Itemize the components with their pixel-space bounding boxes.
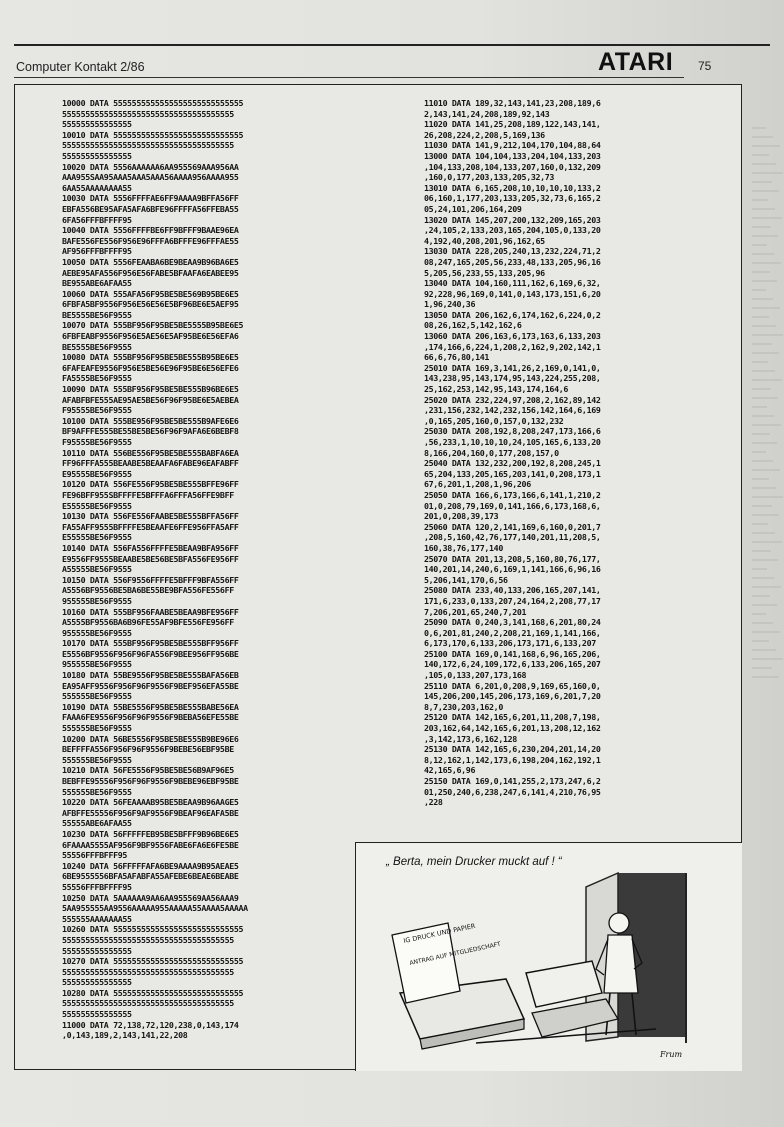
- listing-line: 92,228,96,169,0,141,0,143,173,151,6,20: [424, 288, 601, 299]
- listing-line: FA55AFF9555BFFFFE5BEAAFE6FFE956FFA5AFF: [62, 521, 239, 532]
- listing-line: 5555555555555555555555555555555555555: [62, 934, 234, 945]
- listing-line: 05,24,101,206,164,209: [424, 203, 522, 214]
- listing-line: 10010 DATA 5555555555555555555555555555: [62, 129, 244, 140]
- listing-line: ,0,165,205,160,0,157,0,132,232: [424, 415, 564, 426]
- publication-title: Computer Kontakt 2/86: [16, 60, 145, 74]
- listing-line: 10040 DATA 5556FFFFBE6FF9BFFF9BAAE96EA: [62, 225, 239, 236]
- person-head: [609, 913, 629, 933]
- listing-line: BAFE556FE556F956E96FFFA6BFFFE96FFFAE55: [62, 235, 239, 246]
- listing-line: BE5555BE56F9555: [62, 309, 132, 320]
- listing-line: 10080 DATA 555BF956F95BE5BE555B95BE6E5: [62, 352, 239, 363]
- listing-line: 2,143,141,24,208,189,92,143: [424, 108, 550, 119]
- listing-line: 8,12,162,1,142,173,6,198,204,162,192,1: [424, 754, 601, 765]
- listing-line: 10200 DATA 56BE5556F95BE5BE555B9BE96E6: [62, 733, 239, 744]
- listing-line: 555555BE56F9555: [62, 754, 132, 765]
- listing-line: 11020 DATA 141,25,208,189,122,143,141,: [424, 119, 601, 130]
- listing-line: ,105,0,133,207,173,168: [424, 670, 527, 681]
- listing-line: 140,201,14,240,6,169,1,141,166,6,96,16: [424, 564, 601, 575]
- listing-line: 955555BE56F9555: [62, 659, 132, 670]
- listing-line: 10020 DATA 5556AAAAAA6AA955569AAA956AA: [62, 161, 239, 172]
- listing-line: 6FAAAA5555AF956F9BF9556FABE6FA6E6FE5BE: [62, 839, 239, 850]
- listing-line: 555555555555555: [62, 119, 132, 130]
- listing-line: ,174,166,6,224,1,208,2,162,9,202,142,1: [424, 341, 601, 352]
- listing-line: 10060 DATA 555AFA56F95BE5BE569B95BE6E5: [62, 288, 239, 299]
- listing-line: 5,206,141,170,6,56: [424, 574, 508, 585]
- listing-line: 13010 DATA 6,165,208,10,10,10,10,133,2: [424, 182, 601, 193]
- page-number: 75: [698, 59, 712, 73]
- listing-line: 6FA56FFFBFFFF95: [62, 214, 132, 225]
- listing-line: 6FBFEABF9556F956E5AE56E5AF95BE6E56EFA6: [62, 331, 239, 342]
- header-underline: [14, 77, 684, 78]
- listing-line: 955555BE56F9555: [62, 627, 132, 638]
- listing-line: ,3,142,173,6,162,128: [424, 733, 517, 744]
- listing-line: ,0,143,189,2,143,141,22,208: [62, 1030, 188, 1041]
- listing-line: A5556BF9556BE5BA6BE55BE9BFA556FE556FF: [62, 585, 234, 596]
- listing-line: 55555ABE6AFAA55: [62, 818, 132, 829]
- listing-line: 8,166,204,160,0,177,208,157,0: [424, 447, 559, 458]
- listing-line: 25050 DATA 166,6,173,166,6,141,1,210,2: [424, 489, 601, 500]
- brand-title: ATARI: [598, 48, 674, 76]
- listing-line: BEBFFE95556F956F96F9556F9BEBE96EBF95BE: [62, 776, 239, 786]
- listing-line: E5556BF9556F956F96FA556F9BEE956FF956BE: [62, 648, 239, 659]
- listing-line: FA5555BE56F9555: [62, 373, 132, 384]
- listing-line: E55555BE56F9555: [62, 500, 132, 511]
- bleed-through-margin: [748, 120, 784, 1080]
- listing-line: F95555BE56F9555: [62, 437, 132, 447]
- listing-line: 10000 DATA 5555555555555555555555555555: [62, 98, 244, 108]
- listing-line: BF9AFFFE555BE55BE5BE56F96F9AFA6E6BEBF8: [62, 426, 239, 437]
- listing-line: 555555AAAAAAA55: [62, 913, 132, 924]
- listing-line: FE96BFF955SBFFFFE5BFFFA6FFFA56FFE9BFF: [62, 489, 234, 500]
- listing-line: 25120 DATA 142,165,6,201,11,208,7,198,: [424, 712, 601, 723]
- listing-line: FAAA6FE9556F956F96F9556F9BEBA56EFE55BE: [62, 712, 239, 723]
- listing-line: 13050 DATA 206,162,6,174,162,6,224,0,2: [424, 309, 601, 320]
- listing-line: 10260 DATA 5555555555555555555555555555: [62, 924, 244, 935]
- listing-line: 143,238,95,143,174,95,143,224,255,208,: [424, 373, 601, 384]
- listing-line: 10190 DATA 55BE5556F95BE5BE555BABE56EA: [62, 701, 239, 712]
- listing-line: 5555555555555555555555555555555555555: [62, 108, 234, 119]
- listing-right-column: [424, 98, 724, 808]
- listing-line: 145,206,200,145,206,173,169,6,201,7,20: [424, 691, 601, 702]
- listing-line: 10030 DATA 5556FFFFAE6FF9AAAA9BFFA56FF: [62, 193, 239, 204]
- listing-line: 203,162,64,142,165,6,201,13,208,12,162: [424, 723, 601, 734]
- listing-line: 5555555555555555555555555555555555555: [62, 966, 234, 977]
- listing-line: 66,6,76,80,141: [424, 352, 490, 363]
- listing-line: ,160,0,177,203,133,205,32,73: [424, 172, 555, 183]
- listing-line: 25060 DATA 120,2,141,169,6,160,0,201,7: [424, 521, 601, 532]
- listing-line: 6BE9555556BFA5AFABFA55AFEBE6BEAE6BEABE: [62, 871, 239, 882]
- listing-line: 1,96,240,36: [424, 299, 476, 310]
- listing-line: 6AA55AAAAAAAA55: [62, 182, 132, 193]
- listing-line: 555555BE56F9555: [62, 691, 132, 702]
- listing-line: 25010 DATA 169,3,141,26,2,169,0,141,0,: [424, 362, 601, 373]
- listing-line: 10170 DATA 555BF956F95BE5BE555BFF956FF: [62, 638, 239, 649]
- listing-line: 10160 DATA 555BF956FAABE5BEAA9BFE956FF: [62, 606, 239, 617]
- listing-line: 25030 DATA 208,192,8,208,247,173,166,6: [424, 426, 601, 437]
- listing-line: 06,160,1,177,203,133,205,32,73,6,165,2: [424, 193, 601, 204]
- listing-line: 08,247,165,205,56,233,48,133,205,96,16: [424, 256, 601, 267]
- listing-line: 25020 DATA 232,224,97,208,2,162,89,142: [424, 394, 601, 405]
- listing-line: 25,162,253,142,95,143,174,164,6: [424, 384, 568, 395]
- listing-line: 25070 DATA 201,13,208,5,160,80,76,177,: [424, 553, 601, 564]
- listing-line: ,228: [424, 797, 443, 808]
- listing-line: 13060 DATA 206,163,6,173,163,6,133,203: [424, 331, 601, 342]
- cartoon-caption: „ Berta, mein Drucker muckt auf ! “: [386, 856, 562, 868]
- listing-line: 0,6,201,81,240,2,208,21,169,1,141,166,: [424, 627, 601, 638]
- listing-line: 201,0,208,39,173: [424, 511, 499, 522]
- listing-line: 01,0,208,79,169,0,141,166,6,173,168,6,: [424, 500, 601, 511]
- listing-line: 10150 DATA 556F9556FFFFE5BFFF9BFA556FF: [62, 574, 239, 585]
- listing-line: 42,165,6,96: [424, 765, 476, 776]
- listing-line: 26,208,224,2,208,5,169,136: [424, 129, 545, 140]
- listing-line: 10230 DATA 56FFFFFEB95BE5BFFF9B96BE6E5: [62, 828, 239, 839]
- person-body: [604, 935, 638, 993]
- listing-line: 5,205,56,233,55,133,205,96: [424, 267, 545, 278]
- listing-line: 10220 DATA 56FEAAAAB95BE5BEAA9B96AAGE5: [62, 797, 239, 808]
- listing-line: FF96FFFA555BEAABE5BEAAFA6FABE96EAFABFF: [62, 458, 239, 469]
- listing-line: 25110 DATA 6,201,0,208,9,169,65,160,0,: [424, 680, 601, 691]
- listing-line: 10240 DATA 56FFFFFAFA6BE9AAAA9B95AEAE5: [62, 860, 239, 871]
- listing-line: 171,6,233,0,133,207,24,164,2,208,77,17: [424, 595, 601, 606]
- listing-line: ,56,233,1,10,10,10,24,105,165,6,133,20: [424, 437, 601, 447]
- listing-line: 5AA955555AA9556AAAAA955AAAAA55AAAA5AAAAA: [62, 903, 248, 914]
- listing-line: EA95AFF9556F956F96F9556F9BEF956EFA55BE: [62, 680, 239, 691]
- listing-line: 65,204,133,205,165,203,141,0,208,173,1: [424, 468, 601, 479]
- listing-line: 10210 DATA 56FE5556F95BE5BE56B9AF96E5: [62, 765, 234, 776]
- listing-line: 10070 DATA 555BF956F95BE5BE5555B95BE6E5: [62, 320, 244, 331]
- listing-line: 11030 DATA 141,9,212,104,170,104,88,64: [424, 140, 601, 151]
- listing-line: 13000 DATA 104,104,133,204,104,133,203: [424, 150, 601, 161]
- listing-line: 11010 DATA 189,32,143,141,23,208,189,6: [424, 98, 601, 108]
- listing-line: 6FAFEAFE9556F956E5BE56E96F95BE6E56EFE6: [62, 362, 239, 373]
- listing-line: ,24,105,2,133,203,165,204,105,0,133,20: [424, 225, 601, 236]
- listing-line: E95555BE56F9555: [62, 468, 132, 479]
- listing-line: 5555555555555555555555555555555555555: [62, 140, 234, 151]
- listing-line: 25040 DATA 132,232,200,192,8,208,245,1: [424, 458, 601, 469]
- listing-line: 55556FFFBFFFF95: [62, 881, 132, 892]
- listing-line: A55555BE56F9555: [62, 564, 132, 575]
- listing-line: 25130 DATA 142,165,6,230,204,201,14,20: [424, 744, 601, 755]
- listing-line: 13030 DATA 228,205,240,13,232,224,71,2: [424, 246, 601, 257]
- listing-line: 11000 DATA 72,138,72,120,238,0,143,174: [62, 1019, 239, 1030]
- listing-line: BEFFFFA556F956F96F9556F9BEBE56EBF95BE: [62, 744, 234, 755]
- paper-label-2: ANTRAG AUF MITGLIEDSCHAFT: [408, 940, 502, 967]
- listing-line: 10090 DATA 555BF956F95BE5BE555B96BE6E5: [62, 384, 239, 395]
- listing-line: 7,206,201,65,240,7,201: [424, 606, 527, 617]
- listing-line: 555555555555555: [62, 945, 132, 956]
- listing-line: ,104,133,208,104,133,207,160,0,132,209: [424, 161, 601, 172]
- listing-line: 55556FFFBFFF95: [62, 850, 128, 861]
- listing-line: BE5555BE56F9555: [62, 341, 132, 352]
- listing-line: 6FBFA5BF9556F956E56E56E5BF96BE6E5AEF95: [62, 299, 239, 310]
- listing-line: 555555555555555: [62, 1009, 132, 1020]
- listing-line: 555555555555555: [62, 150, 132, 161]
- listing-line: AAA955SAA95AAA5AAA5AAA56AAAA956AAAA955: [62, 172, 239, 183]
- listing-line: AEBE95AFA556F956E56FABE5BFAAFA6EABEE95: [62, 267, 239, 278]
- listing-line: 13040 DATA 104,160,111,162,6,169,6,32,: [424, 278, 601, 289]
- listing-line: BE955ABE6AFAA55: [62, 278, 132, 289]
- listing-line: 10130 DATA 556FE556FAABE5BE555BFFA56FF: [62, 511, 239, 522]
- listing-line: F95555BE56F9555: [62, 405, 132, 416]
- listing-line: 160,38,76,177,140: [424, 542, 503, 553]
- listing-line: AFABFBFE555AE95AE5BE56F96F95BE6E5AEBEA: [62, 394, 239, 405]
- cartoon-panel: [355, 842, 742, 1071]
- listing-line: 955555BE56F9555: [62, 595, 132, 606]
- listing-line: 10110 DATA 556BE556F95BE5BE555BABFA6EA: [62, 447, 239, 458]
- listing-line: 140,172,6,24,109,172,6,133,206,165,207: [424, 659, 601, 670]
- listing-line: 10100 DATA 555BE956F95BE5BE555B9AFE6E6: [62, 415, 239, 426]
- listing-line: 10140 DATA 556FA556FFFFE5BEAA9BFA956FF: [62, 542, 239, 553]
- listing-line: 6,173,170,6,133,206,173,171,6,133,207: [424, 638, 596, 649]
- listing-line: 01,250,240,6,238,247,6,141,4,210,76,95: [424, 786, 601, 797]
- cartoon-illustration: [356, 843, 742, 1071]
- listing-line: AF956FFFBFFFF95: [62, 246, 132, 257]
- listing-line: A5555BF9556BA6B96FE55AF9BFE556FE956FF: [62, 617, 234, 628]
- listing-line: 5555555555555555555555555555555555555: [62, 998, 234, 1009]
- listing-line: 8,7,230,203,162,0: [424, 701, 503, 712]
- listing-line: 25100 DATA 169,0,141,168,6,96,165,206,: [424, 648, 601, 659]
- listing-line: AFBFFE55556F956F9AF9556F9BEAF96EAFA5BE: [62, 807, 239, 818]
- listing-line: E55555BE56F9555: [62, 532, 132, 543]
- cartoonist-signature: Frum: [660, 1050, 683, 1059]
- listing-line: 4,192,40,208,201,96,162,65: [424, 235, 545, 246]
- listing-line: EBFA556BE95AFA5AFA6BFE96FFFFA56FFEBA55: [62, 203, 239, 214]
- listing-line: 555555BE56F9555: [62, 723, 132, 734]
- listing-line: E9556FF9555BEAABE5BE56BE5BFA556FE956FF: [62, 553, 239, 564]
- listing-line: 10180 DATA 55BE9556F95BE5BE555BAFA56EB: [62, 670, 239, 681]
- paper-label-1: IG DRUCK UND PAPIER: [402, 921, 477, 945]
- listing-line: 10250 DATA 5AAAAAA9AA6AA955569AA56AAA9: [62, 892, 239, 903]
- listing-line: 10280 DATA 5555555555555555555555555555: [62, 987, 244, 998]
- listing-line: 25090 DATA 0,240,3,141,168,6,201,80,24: [424, 617, 601, 628]
- listing-left-column: [62, 98, 324, 1041]
- listing-line: 10270 DATA 5555555555555555555555555555: [62, 956, 244, 967]
- listing-line: 25080 DATA 233,40,133,206,165,207,141,: [424, 585, 601, 596]
- listing-line: 13020 DATA 145,207,200,132,209,165,203: [424, 214, 601, 225]
- listing-line: 67,6,201,1,208,1,96,206: [424, 479, 531, 490]
- listing-line: 10120 DATA 556FE556F95BE5BE555BFFE96FF: [62, 479, 239, 490]
- header-rule: [14, 44, 770, 46]
- listing-line: 555555BE56F9555: [62, 786, 132, 797]
- listing-line: ,208,5,160,42,76,177,140,201,11,208,5,: [424, 532, 601, 543]
- listing-line: 08,26,162,5,142,162,6: [424, 320, 522, 331]
- listing-line: 25150 DATA 169,0,141,255,2,173,247,6,2: [424, 776, 601, 786]
- listing-line: ,231,156,232,142,232,156,142,164,6,169: [424, 405, 601, 416]
- listing-line: 555555555555555: [62, 977, 132, 988]
- listing-line: 10050 DATA 5556FEAABA6BE9BEAA9B96BA6E5: [62, 256, 239, 267]
